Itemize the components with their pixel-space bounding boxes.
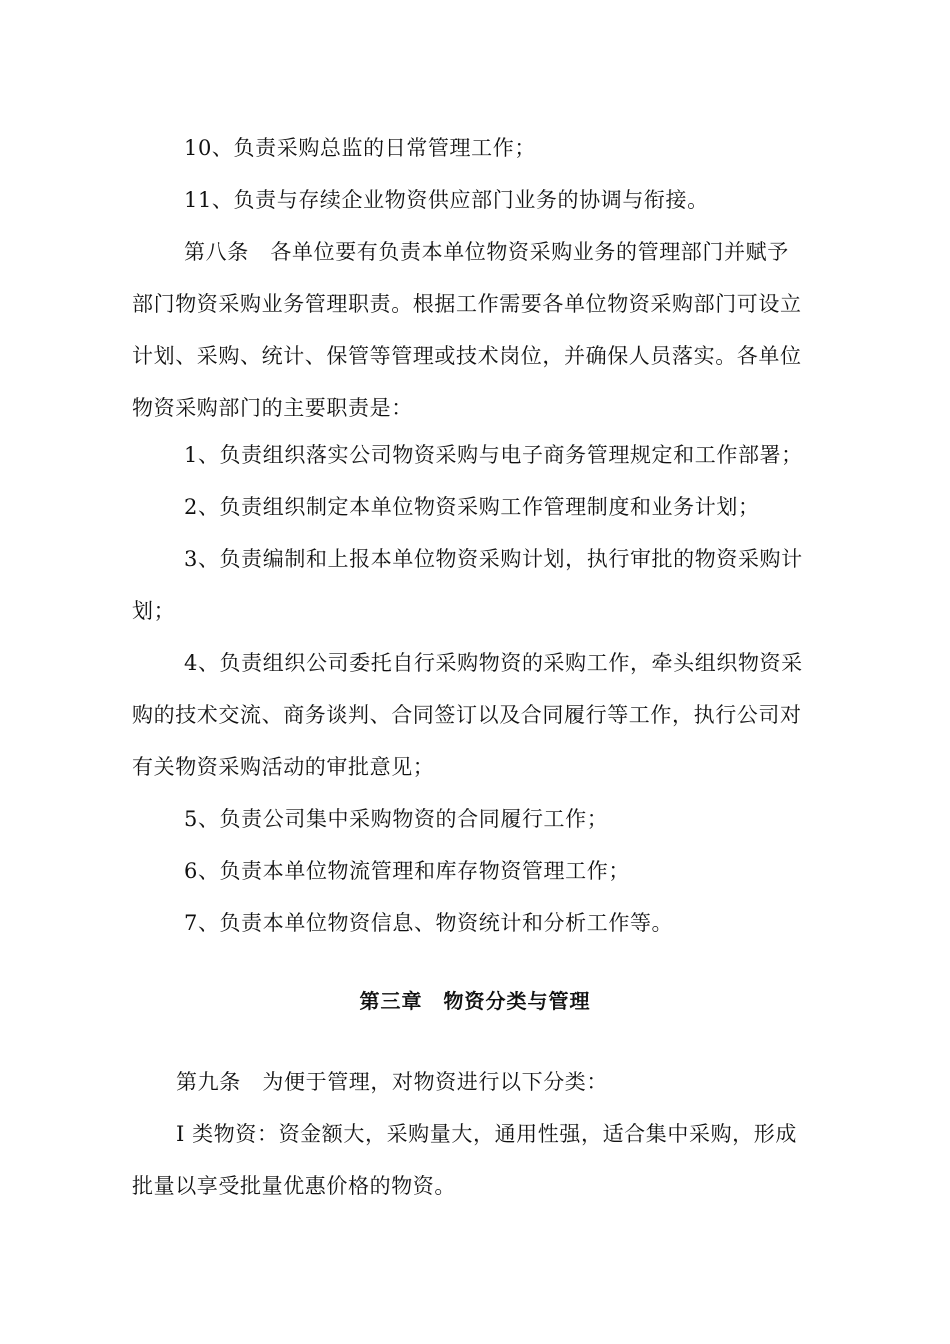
list-item: 2、负责组织制定本单位物资采购工作管理制度和业务计划； <box>184 495 760 519</box>
class-one-line: Ⅰ 类物资：资金额大，采购量大，通用性强，适合集中采购，形成 <box>176 1122 797 1146</box>
list-item-continuation: 购的技术交流、商务谈判、合同签订以及合同履行等工作，执行公司对 <box>132 703 802 727</box>
paragraph-line: 部门物资采购业务管理职责。根据工作需要各单位物资采购部门可设立 <box>132 292 802 316</box>
list-item-continuation: 有关物资采购活动的审批意见； <box>132 755 435 779</box>
article-eight-line: 第八条 各单位要有负责本单位物资采购业务的管理部门并赋予 <box>184 240 789 264</box>
list-item: 6、负责本单位物流管理和库存物资管理工作； <box>184 859 630 883</box>
class-one-continuation: 批量以享受批量优惠价格的物资。 <box>132 1174 456 1198</box>
list-item: 3、负责编制和上报本单位物资采购计划，执行审批的物资采购计 <box>184 547 803 571</box>
paragraph-line: 10、负责采购总监的日常管理工作； <box>184 136 536 160</box>
paragraph-line: 计划、采购、统计、保管等管理或技术岗位，并确保人员落实。各单位 <box>132 344 802 368</box>
list-item-continuation: 划； <box>132 599 176 623</box>
list-item: 5、负责公司集中采购物资的合同履行工作； <box>184 807 609 831</box>
list-item: 4、负责组织公司委托自行采购物资的采购工作，牵头组织物资采 <box>184 651 803 675</box>
paragraph-line: 11、负责与存续企业物资供应部门业务的协调与衔接。 <box>184 188 709 212</box>
article-nine-line: 第九条 为便于管理，对物资进行以下分类： <box>176 1070 608 1094</box>
paragraph-line: 物资采购部门的主要职责是： <box>132 396 413 420</box>
list-item: 1、负责组织落实公司物资采购与电子商务管理规定和工作部署； <box>184 443 803 467</box>
list-item: 7、负责本单位物资信息、物资统计和分析工作等。 <box>184 911 674 935</box>
chapter-heading: 第三章 物资分类与管理 <box>359 989 591 1013</box>
